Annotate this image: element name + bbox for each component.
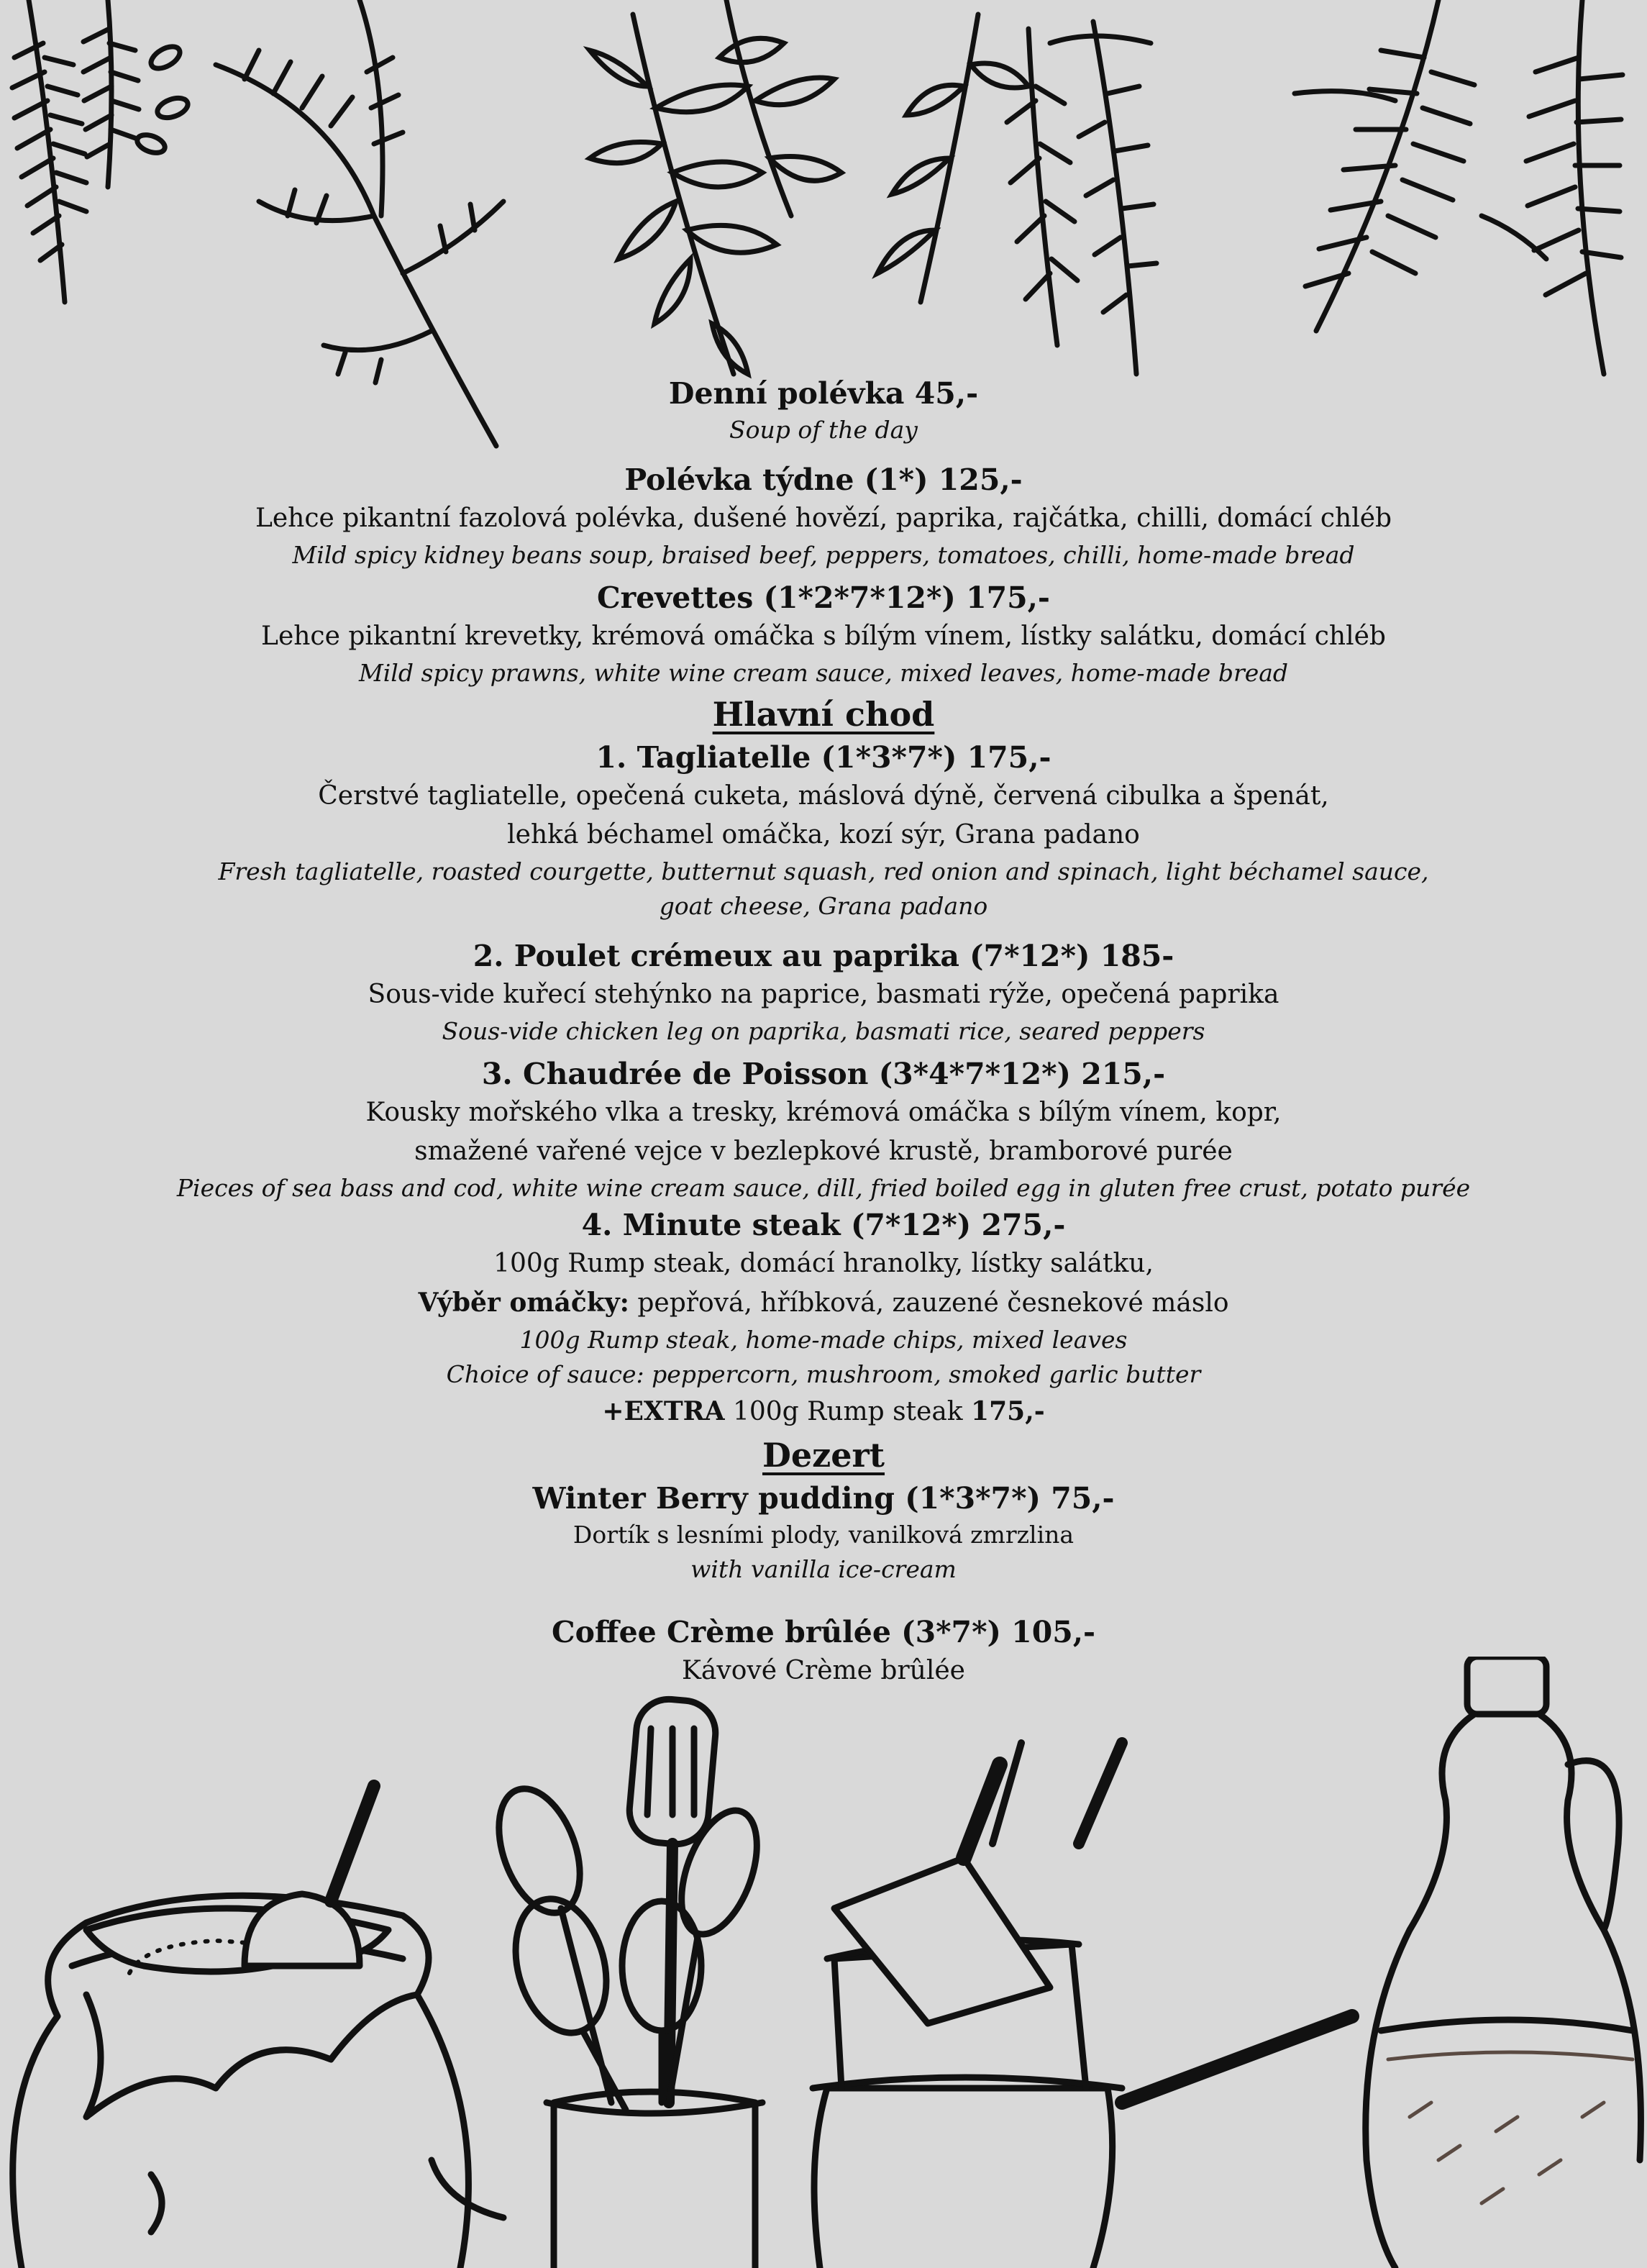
sauce-label: Výběr omáčky: [418, 1288, 629, 1318]
item-description-en: 100g Rump steak, home-made chips, mixed leaves [519, 1326, 1128, 1354]
flour-sack-icon [13, 1786, 503, 2268]
item-description-en: with vanilla ice-cream [690, 1555, 957, 1583]
soup-of-day [0, 374, 1647, 447]
item-description-cz: Sous-vide kuřecí stehýnko na paprice, basmati rýže, opečená paprika [368, 980, 1279, 1009]
extra-price: 175,- [971, 1396, 1045, 1426]
item-title: 1. Tagliatelle (1*3*7*) 175,- [596, 740, 1051, 775]
item-description-en: Mild spicy prawns, white wine cream sauce, mixed leaves, home-made bread [358, 659, 1289, 687]
sauce-choice [0, 1283, 1647, 1323]
item-description-cz: smažené vařené vejce v bezlepkové krustě, bramborové purée [414, 1137, 1233, 1166]
item-description-en: Fresh tagliatelle, roasted courgette, butternut squash, red onion and spinach, light béchamel sauce, [218, 857, 1429, 885]
extra-text: 100g Rump steak [724, 1397, 972, 1426]
weekly-soup [0, 460, 1647, 573]
extra-label: +EXTRA [602, 1396, 725, 1426]
tagliatelle [0, 738, 1647, 924]
menu-content [0, 374, 1647, 1690]
stacked-pots-icon [813, 1743, 1352, 2268]
item-description-en: Choice of sauce: peppercorn, mushroom, smoked garlic butter [446, 1360, 1201, 1388]
item-title: 3. Chaudrée de Poisson (3*4*7*12*) 215,- [481, 1057, 1166, 1091]
item-description-en: goat cheese, Grana padano [659, 892, 988, 920]
item-title: Crevettes (1*2*7*12*) 175,- [597, 580, 1050, 615]
item-description-cz: Lehce pikantní fazolová polévka, dušené hovězí, paprika, rajčátka, chilli, domácí chléb [255, 504, 1392, 533]
willow-branch-icon [877, 14, 1156, 374]
extra-option [0, 1392, 1647, 1431]
item-description-cz: Lehce pikantní krevetky, krémová omáčka s bílým vínem, lístky salátku, domácí chléb [261, 621, 1386, 651]
poulet [0, 937, 1647, 1049]
crevettes [0, 578, 1647, 691]
oil-bottle-icon [1366, 1657, 1641, 2268]
item-description-cz: Čerstvé tagliatelle, opečená cuketa, máslová dýně, červená cibulka a špenát, [318, 781, 1329, 811]
item-title: Denní polévka 45,- [668, 376, 979, 411]
minute-steak [0, 1206, 1647, 1431]
item-title: 2. Poulet crémeux au paprika (7*12*) 185- [473, 939, 1174, 973]
item-description-en: Mild spicy kidney beans soup, braised beef, peppers, tomatoes, chilli, home-made bread [292, 541, 1355, 569]
fern-left-icon [12, 0, 191, 302]
item-description-en: Soup of the day [729, 416, 918, 444]
item-description-cz: Kávové Crème brûlée [682, 1656, 965, 1685]
chaudree [0, 1055, 1647, 1206]
utensil-jar-icon [483, 1697, 772, 2268]
item-description-en: Sous-vide chicken leg on paprika, basmati rice, seared peppers [442, 1017, 1205, 1045]
fern-right-icon [1295, 0, 1623, 374]
item-description-cz: Kousky mořského vlka a tresky, krémová omáčka s bílým vínem, kopr, [365, 1098, 1282, 1127]
dessert-heading: Dezert [762, 1436, 885, 1475]
item-title: Coffee Crème brûlée (3*7*) 105,- [551, 1615, 1096, 1649]
item-title: Winter Berry pudding (1*3*7*) 75,- [532, 1481, 1115, 1516]
main-course-heading: Hlavní chod [712, 695, 935, 734]
item-title: Polévka týdne (1*) 125,- [624, 463, 1023, 497]
kitchen-illustration [0, 1657, 1647, 2268]
item-description-cz: Dortík s lesními plody, vanilková zmrzlina [572, 1521, 1075, 1549]
item-description-cz: 100g Rump steak, domácí hranolky, lístky salátku, [493, 1249, 1154, 1278]
leafy-branch-icon [590, 0, 841, 374]
item-description-en: Pieces of sea bass and cod, white wine cream sauce, dill, fried boiled egg in gluten free crust, potato purée [176, 1174, 1471, 1202]
sauce-list: pepřová, hříbková, zauzené česnekové máslo [629, 1288, 1229, 1318]
item-title: 4. Minute steak (7*12*) 275,- [581, 1208, 1066, 1242]
item-description-cz: lehká béchamel omáčka, kozí sýr, Grana padano [507, 820, 1140, 850]
winter-berry-pudding [0, 1479, 1647, 1587]
